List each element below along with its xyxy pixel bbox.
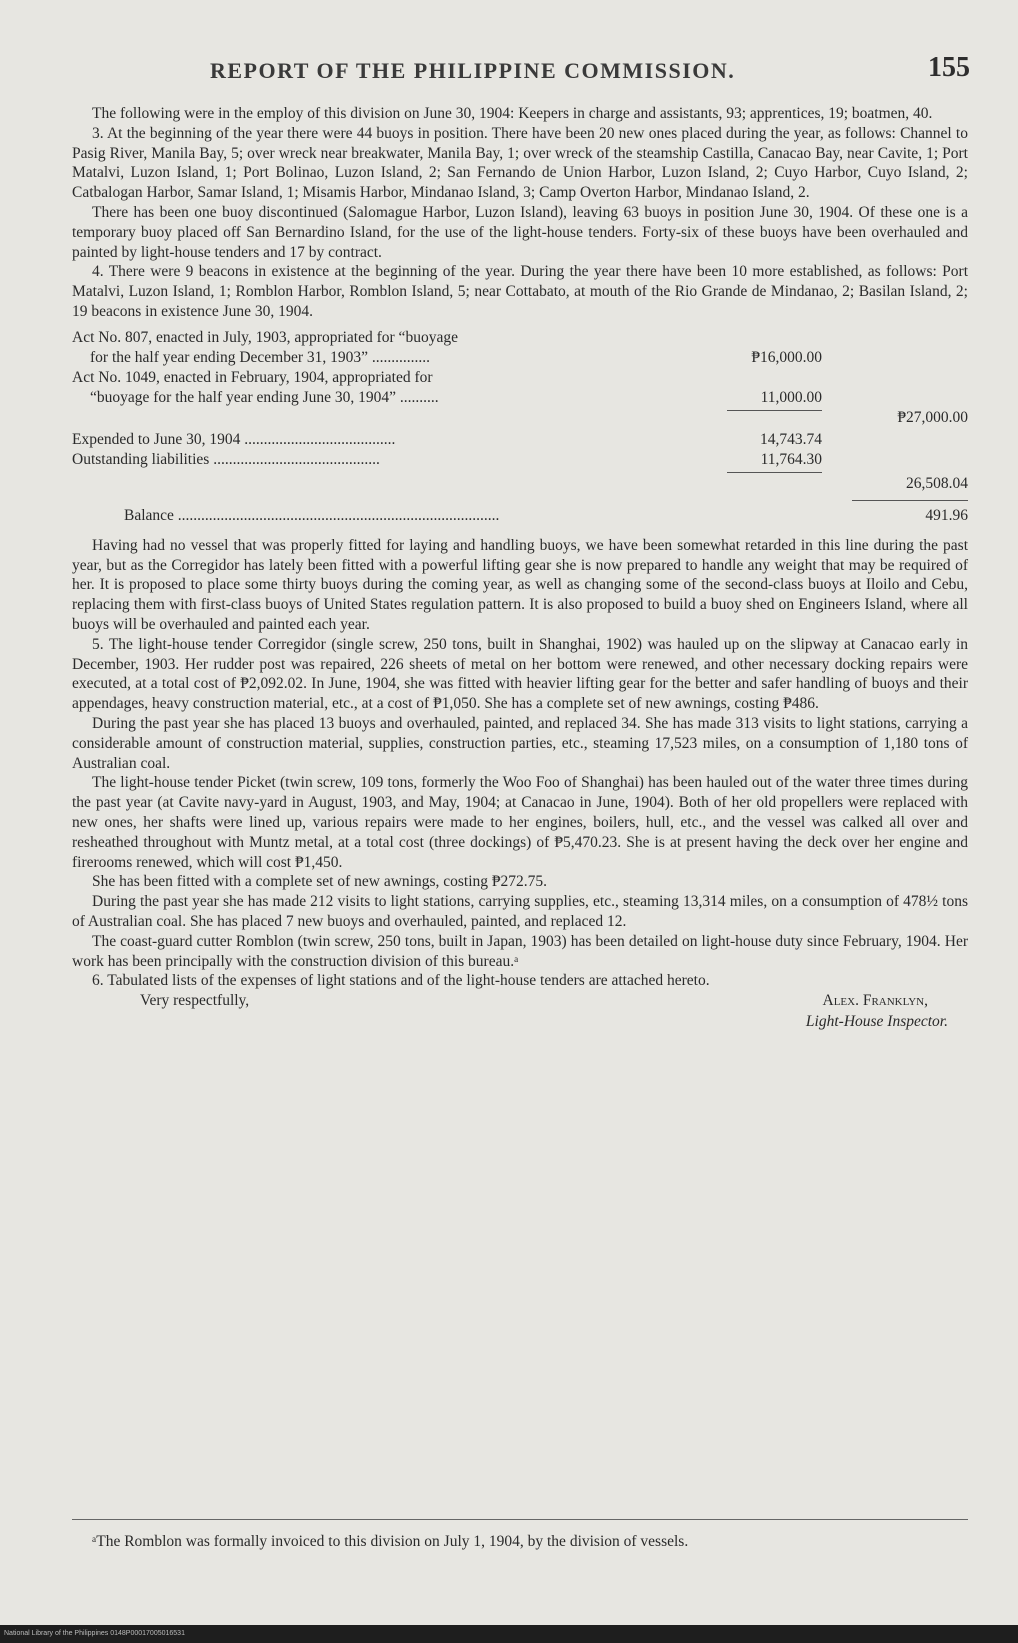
- outstanding-label: Outstanding liabilities ...........................................: [72, 450, 380, 468]
- page-number: 155: [928, 52, 970, 83]
- paragraph-5-corregidor: 5. The light-house tender Corregidor (single screw, 250 tons, built in Shanghai, 1902) was hauled up on the slipway at Canacao early in December, 1903. Her rudder post was repaired, 226 sheets of metal on her bottom were renewed, and other necessary docking repairs were executed, at a total cost of ₱2,092.02. In June, 1904, she was fitted with heavier lifting gear for the better and safer handling of buoys and their appendages, heavy construction material, etc., at a cost of ₱1,050. She has a complete set of new awnings, costing ₱486.: [72, 635, 968, 713]
- act-807-line-2: for the half year ending December 31, 1903” ...............: [90, 348, 431, 366]
- paragraph-employ: The following were in the employ of this division on June 30, 1904: Keepers in charge and assistants, 93; apprentices, 19; boatmen, 40.: [92, 105, 933, 122]
- total-charges: 26,508.04: [906, 474, 968, 492]
- rule-subtotal-1: [727, 410, 822, 411]
- paragraph-corregidor-work: During the past year she has placed 13 buoys and overhauled, painted, and replaced 34. She has made 313 visits to light stations, carrying a considerable amount of construction material, supplies, construction parties, etc., steaming 17,523 miles, on a consumption of 1,180 tons of Australian coal.: [72, 714, 968, 772]
- signature-block: [72, 991, 968, 1043]
- rule-total: [852, 500, 968, 501]
- paragraph-6-tabulated: 6. Tabulated lists of the expenses of light stations and of the light-house tenders are attached hereto.: [92, 972, 710, 990]
- act-807-line-1: Act No. 807, enacted in July, 1903, appropriated for “buoyage: [72, 328, 458, 346]
- paragraph-picket-work: During the past year she has made 212 visits to light stations, carrying supplies, etc., steaming 13,314 miles, on a consumption of 478½ tons of Australian coal. She has placed 7 new buoys and overhauled, painted, and replaced 12.: [72, 893, 968, 930]
- report-body: [72, 104, 968, 1043]
- balance-amount: 491.96: [925, 506, 968, 524]
- expended-label: Expended to June 30, 1904 .......................................: [72, 430, 396, 448]
- outstanding-amount: 11,764.30: [760, 450, 822, 468]
- signer-name: Alex. Franklyn,: [822, 992, 928, 1010]
- act-1049-line-1: Act No. 1049, enacted in February, 1904, appropriated for: [72, 368, 433, 386]
- act-807-amount: ₱16,000.00: [751, 348, 822, 366]
- page-title: REPORT OF THE PHILIPPINE COMMISSION.: [210, 58, 736, 83]
- running-head: [210, 52, 970, 92]
- paragraph-3-buoys: 3. At the beginning of the year there were 44 buoys in position. There have been 20 new ones placed during the year, as follows: Channel to Pasig River, Manila Bay, 5; over wreck near breakwater, Manila Bay, 1; over wreck of the steamship Castilla, Canacao Bay, near Cavite, 1; Port Matalvi, Luzon Island, 1; Port Bolinao, Luzon Island, 2; San Fernando de Union Harbor, Luzon Island, 2; Cuyo Harbor, Cuyo Island, 2; Catbalogan Harbor, Samar Island, 1; Misamis Harbor, Mindanao Island, 3; Camp Overton Harbor, Mindanao Island, 2.: [72, 124, 968, 202]
- footnote: ᵃThe Romblon was formally invoiced to this division on July 1, 1904, by the division of vessels.: [92, 1533, 689, 1550]
- act-1049-line-2: “buoyage for the half year ending June 30, 1904” ..........: [90, 388, 439, 406]
- act-1049-amount: 11,000.00: [760, 388, 822, 406]
- paragraph-picket: The light-house tender Picket (twin screw, 109 tons, formerly the Woo Foo of Shanghai) has been hauled out of the water three times during the past year (at Cavite navy-yard in August, 1903, and May, 1904; at Canacao in June, 1904). Both of her old propellers were replaced with new ones, her shafts were lined up, various repairs were made to her engines, boilers, hull, etc., and the vessel was calked all over and resheathed throughout with Muntz metal, at a total cost (three dockings) of ₱5,470.23. She is at present having the deck over her engine and firerooms renewed, which will cost ₱1,450.: [72, 774, 968, 871]
- appropriation-account: [72, 328, 968, 528]
- footnote-rule: [72, 1519, 968, 1520]
- signer-title: Light-House Inspector.: [805, 1013, 948, 1031]
- total-appropriated: ₱27,000.00: [897, 408, 968, 426]
- closing: Very respectfully,: [140, 992, 250, 1010]
- paragraph-buoy-discontinued: There has been one buoy discontinued (Salomague Harbor, Luzon Island), leaving 63 buoys in position June 30, 1904. Of these one is a temporary buoy placed off San Bernardino Island, for the use of the light-house tenders. Forty-six of these buoys have been overhauled and painted by light-house tenders and 17 by contract.: [72, 203, 968, 261]
- paragraph-romblon: The coast-guard cutter Romblon (twin screw, 250 tons, built in Japan, 1903) has been detailed on light-house duty since February, 1904. Her work has been principally with the construction division of this bureau.ᵃ: [72, 932, 968, 970]
- paragraph-vessel: Having had no vessel that was properly fitted for laying and handling buoys, we have been somewhat retarded in this line during the past year, but as the Corregidor has lately been fitted with a powerful lifting gear she is now prepared to handle any weight that may be required of her. It is proposed to place some thirty buoys during the coming year, as well as changing some of the second-class buoys at Iloilo and Cebu, replacing them with first-class buoys of United States regulation pattern. It is also proposed to build a buoy shed on Engineers Island, where all buoys will be overhauled and painted each year.: [72, 536, 968, 633]
- balance-label: Balance ...................................................................................: [124, 506, 500, 524]
- scan-strip: National Library of the Philippines 0148P00017005016531: [4, 1630, 185, 1637]
- paragraph-4-beacons: 4. There were 9 beacons in existence at the beginning of the year. During the year there have been 10 more established, as follows: Port Matalvi, Luzon Island, 1; Romblon Harbor, Romblon Island, 5; near Cottabato, at mouth of the Rio Grande de Mindanao, 2; Basilan Island, 2; 19 beacons in existence June 30, 1904.: [72, 263, 968, 320]
- rule-subtotal-2: [727, 472, 822, 473]
- paragraph-awnings: She has been fitted with a complete set of new awnings, costing ₱272.75.: [92, 873, 548, 891]
- expended-amount: 14,743.74: [760, 430, 822, 448]
